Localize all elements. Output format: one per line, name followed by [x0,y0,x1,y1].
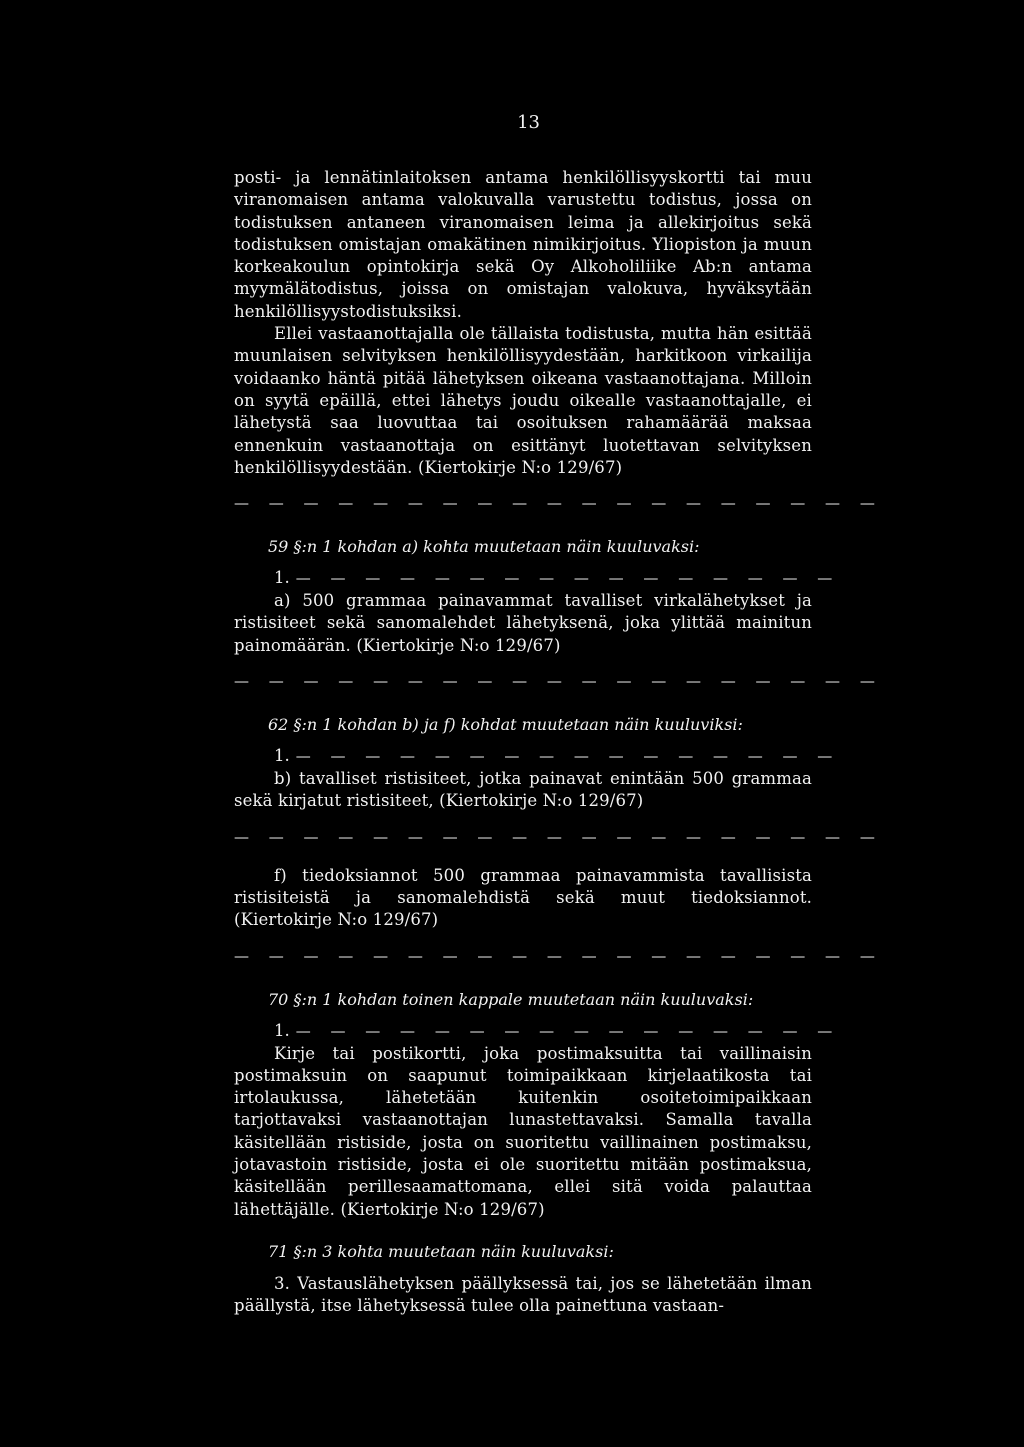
item-number: 1. [274,1020,290,1040]
paragraph-recipient-verification: Ellei vastaanottajalla ole tällaista todistusta, mutta hän esittää muunlaisen selvityksen henkilöllisyydestään, harkitkoon virkailija voidaanko häntä pitää lähetyksen oikeana vastaanottajana. Milloin on syytä epäillä, ettei lähetys joudu oikealle vastaanottajalle, ei lähetystä saa luovuttaa tai osoituksen rahamäärää maksaa ennenkuin vastaanottaja on esittänyt luotettavan selvityksen henkilöllisyydestään. (Kiertokirje N:o 129/67) [234,324,812,477]
section-71-paragraph: 3. Vastauslähetyksen päällyksessä tai, jos se lähetetään ilman päällystä, itse lähetyksessä tulee olla painettuna vastaan- [234,1273,812,1316]
omission-dashes: — — — — — — — — — — — — — — — — — — — [234,494,883,513]
omission-dashes: — — — — — — — — — — — — — — — — — — — [234,672,883,691]
paragraph-id-documents: posti- ja lennätinlaitoksen antama henkilöllisyyskortti tai muu viranomaisen antama valokuvalla varustettu todistus, jossa on todistuksen antaneen viranomaisen leima ja allekirjoitus sekä todistuksen omistajan omakätinen nimikirjoitus. Yliopiston ja muun korkeakoulun opintokirja sekä Oy Alkoholiliike Ab:n antama myymälätodistus, joissa on omistajan valokuva, hyväksytään henkilöllisyystodistuksiksi. [234,168,812,321]
section-62-paragraph-b: b) tavalliset ristisiteet, jotka painavat enintään 500 grammaa sekä kirjatut ristisiteet, (Kiertokirje N:o 129/67) [234,769,812,811]
section-59-paragraph-a: a) 500 grammaa painavammat tavalliset virkalähetykset ja ristisiteet sekä sanomalehdet lähetyksenä, joka ylittää mainitun painomäärän. (Kiertokirje N:o 129/67) [234,591,812,655]
section-71-heading: 71 §:n 3 kohta muutetaan näin kuuluvaksi: [268,1241,614,1261]
section-62-item-line [274,746,840,768]
omission-dashes: — — — — — — — — — — — — — — — — — — — [234,827,883,846]
page-number: 13 [517,112,540,133]
item-omission-dashes: — — — — — — — — — — — — — — — — [295,747,840,766]
omission-dashes: — — — — — — — — — — — — — — — — — — — [234,946,883,965]
item-omission-dashes: — — — — — — — — — — — — — — — — [295,1021,840,1040]
section-62-paragraph-f: f) tiedoksiannot 500 grammaa painavammista tavallisista ristisiteistä ja sanomalehdistä sekä muut tiedoksiannot. (Kiertokirje N:o 129/67) [234,865,812,930]
section-70-paragraph: Kirje tai postikortti, joka postimaksuitta tai vaillinaisin postimaksuin on saapunut toimipaikkaan kirjelaatikosta tai irtolaukussa, lähetetään kuitenkin osoitetoimipaikkaan tarjottavaksi vastaanottajan lunastettavaksi. Samalla tavalla käsitellään ristiside, josta on suoritettu vaillinainen postimaksu, jotavastoin ristiside, josta ei ole suoritettu mitään postimaksua, käsitellään perillesaamattomana, ellei sitä voida palauttaa lähettäjälle. (Kiertokirje N:o 129/67) [234,1043,812,1219]
section-70-item-line [274,1020,840,1043]
section-59-item-line [274,568,840,590]
section-59-heading: 59 §:n 1 kohdan a) kohta muutetaan näin kuuluvaksi: [268,537,700,557]
item-omission-dashes: — — — — — — — — — — — — — — — — [295,569,840,588]
section-62-heading: 62 §:n 1 kohdan b) ja f) kohdat muutetaan näin kuuluviksi: [268,715,743,735]
item-number: 1. [274,746,290,766]
document-page [234,112,883,1318]
item-number: 1. [274,568,290,588]
section-70-heading: 70 §:n 1 kohdan toinen kappale muutetaan näin kuuluvaksi: [268,989,754,1009]
